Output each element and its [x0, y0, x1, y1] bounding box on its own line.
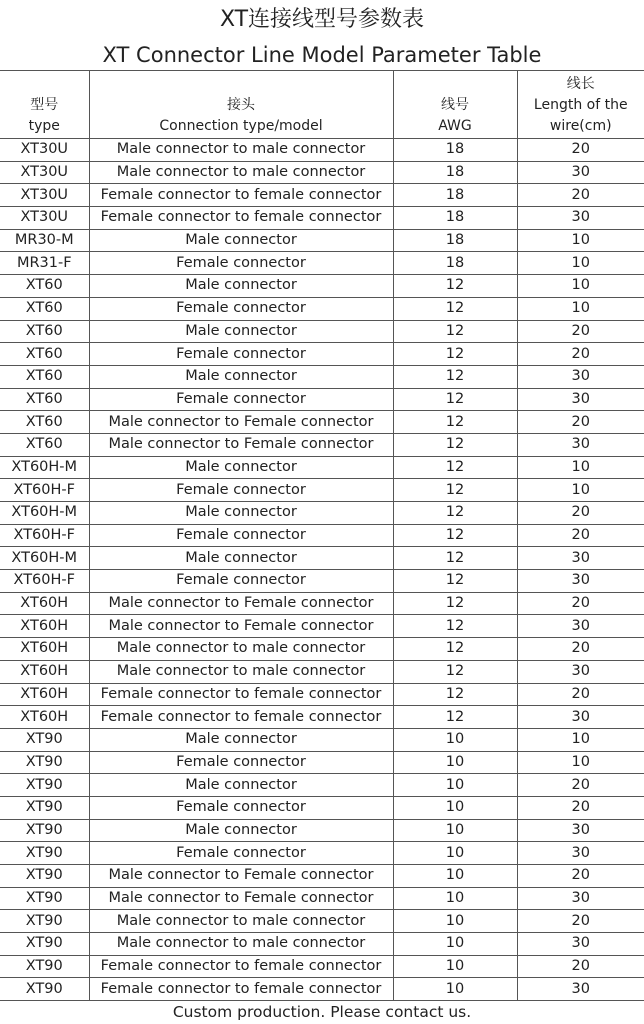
cell-type: XT30U	[0, 139, 89, 162]
cell-length: 30	[517, 161, 644, 184]
cell-awg: 12	[393, 683, 517, 706]
cell-type: XT30U	[0, 207, 89, 230]
cell-connection: Male connector to male connector	[89, 139, 393, 162]
cell-connection: Male connector	[89, 320, 393, 343]
cell-awg: 10	[393, 774, 517, 797]
table-row	[0, 365, 644, 388]
cell-type: XT60H	[0, 615, 89, 638]
cell-type: MR30-M	[0, 229, 89, 252]
table-row	[0, 433, 644, 456]
cell-length: 20	[517, 592, 644, 615]
cell-awg: 12	[393, 479, 517, 502]
cell-connection: Male connector to Female connector	[89, 592, 393, 615]
cell-connection: Male connector to male connector	[89, 660, 393, 683]
cell-awg: 12	[393, 456, 517, 479]
cell-length: 20	[517, 683, 644, 706]
cell-type: XT90	[0, 774, 89, 797]
table-row	[0, 502, 644, 525]
table-row	[0, 161, 644, 184]
cell-connection: Male connector to male connector	[89, 638, 393, 661]
parameter-table	[0, 70, 644, 1001]
cell-awg: 10	[393, 842, 517, 865]
cell-type: XT60	[0, 320, 89, 343]
cell-awg: 10	[393, 955, 517, 978]
cell-connection: Male connector to Female connector	[89, 433, 393, 456]
cell-type: XT60H	[0, 706, 89, 729]
header-awg	[393, 71, 517, 139]
table-header-row	[0, 71, 644, 139]
table-row	[0, 456, 644, 479]
table-row	[0, 229, 644, 252]
cell-length: 20	[517, 865, 644, 888]
cell-awg: 12	[393, 547, 517, 570]
cell-connection: Female connector	[89, 252, 393, 275]
cell-length: 20	[517, 343, 644, 366]
cell-awg: 18	[393, 184, 517, 207]
footer-note: Custom production. Please contact us.	[172, 1003, 472, 1021]
cell-type: XT90	[0, 865, 89, 888]
table-row	[0, 842, 644, 865]
cell-awg: 18	[393, 252, 517, 275]
header-length-en-2: wire(cm)	[549, 118, 612, 134]
cell-awg: 10	[393, 910, 517, 933]
table-row	[0, 388, 644, 411]
cell-type: XT60	[0, 433, 89, 456]
table-row	[0, 615, 644, 638]
table-row	[0, 774, 644, 797]
header-length-en-1: Length of the	[533, 97, 628, 113]
cell-awg: 10	[393, 819, 517, 842]
cell-length: 10	[517, 456, 644, 479]
cell-type: XT60	[0, 275, 89, 298]
table-row	[0, 638, 644, 661]
header-connection-en: Connection type/model	[159, 118, 323, 134]
cell-connection: Male connector	[89, 275, 393, 298]
cell-awg: 10	[393, 751, 517, 774]
table-row	[0, 570, 644, 593]
cell-length: 30	[517, 978, 644, 1001]
cell-type: XT60	[0, 411, 89, 434]
header-connection	[89, 71, 393, 139]
table-row	[0, 660, 644, 683]
cell-connection: Male connector to male connector	[89, 933, 393, 956]
cell-type: XT60H	[0, 660, 89, 683]
cell-length: 30	[517, 207, 644, 230]
cell-length: 20	[517, 411, 644, 434]
cell-length: 30	[517, 933, 644, 956]
cell-awg: 10	[393, 728, 517, 751]
table-row	[0, 547, 644, 570]
header-awg-en: AWG	[438, 118, 472, 134]
table-row	[0, 955, 644, 978]
cell-type: XT60H	[0, 592, 89, 615]
table-body	[0, 139, 644, 1001]
cell-awg: 12	[393, 320, 517, 343]
cell-awg: 12	[393, 638, 517, 661]
cell-connection: Male connector to male connector	[89, 161, 393, 184]
cell-connection: Male connector	[89, 547, 393, 570]
cell-type: XT90	[0, 796, 89, 819]
cell-awg: 18	[393, 229, 517, 252]
cell-length: 30	[517, 887, 644, 910]
cell-type: XT90	[0, 955, 89, 978]
table-row	[0, 320, 644, 343]
header-type	[0, 71, 89, 139]
table-row	[0, 819, 644, 842]
table-row	[0, 139, 644, 162]
cell-length: 30	[517, 547, 644, 570]
cell-length: 10	[517, 728, 644, 751]
cell-awg: 12	[393, 570, 517, 593]
cell-type: XT90	[0, 819, 89, 842]
cell-connection: Female connector	[89, 570, 393, 593]
cell-connection: Female connector to female connector	[89, 207, 393, 230]
cell-awg: 12	[393, 615, 517, 638]
cell-type: XT60H	[0, 683, 89, 706]
cell-type: XT60H-M	[0, 502, 89, 525]
cell-awg: 12	[393, 706, 517, 729]
cell-type: XT60	[0, 297, 89, 320]
table-row	[0, 865, 644, 888]
cell-type: MR31-F	[0, 252, 89, 275]
cell-length: 20	[517, 910, 644, 933]
cell-awg: 10	[393, 887, 517, 910]
table-row	[0, 933, 644, 956]
table-row	[0, 343, 644, 366]
cell-connection: Male connector	[89, 728, 393, 751]
page-title-english: XT Connector Line Model Parameter Table	[102, 43, 542, 67]
cell-connection: Female connector to female connector	[89, 184, 393, 207]
cell-awg: 12	[393, 365, 517, 388]
cell-length: 30	[517, 615, 644, 638]
table-row	[0, 252, 644, 275]
cell-length: 30	[517, 570, 644, 593]
cell-type: XT30U	[0, 184, 89, 207]
header-length	[517, 71, 644, 139]
cell-type: XT90	[0, 728, 89, 751]
cell-type: XT60	[0, 343, 89, 366]
cell-connection: Male connector to Female connector	[89, 865, 393, 888]
cell-length: 10	[517, 751, 644, 774]
cell-length: 20	[517, 524, 644, 547]
cell-type: XT90	[0, 887, 89, 910]
cell-length: 30	[517, 388, 644, 411]
cell-length: 20	[517, 638, 644, 661]
cell-length: 20	[517, 502, 644, 525]
cell-awg: 12	[393, 411, 517, 434]
cell-awg: 12	[393, 660, 517, 683]
cell-connection: Female connector	[89, 524, 393, 547]
cell-connection: Male connector	[89, 456, 393, 479]
table-row	[0, 524, 644, 547]
cell-connection: Female connector	[89, 479, 393, 502]
cell-type: XT60	[0, 388, 89, 411]
table-row	[0, 297, 644, 320]
table-row	[0, 728, 644, 751]
cell-awg: 12	[393, 275, 517, 298]
header-connection-cn: 接头	[227, 97, 255, 113]
cell-length: 20	[517, 796, 644, 819]
cell-awg: 12	[393, 592, 517, 615]
cell-length: 30	[517, 660, 644, 683]
cell-type: XT90	[0, 933, 89, 956]
cell-length: 30	[517, 706, 644, 729]
cell-length: 20	[517, 139, 644, 162]
cell-connection: Female connector	[89, 751, 393, 774]
cell-awg: 12	[393, 297, 517, 320]
cell-type: XT60H	[0, 638, 89, 661]
cell-awg: 10	[393, 933, 517, 956]
cell-length: 30	[517, 433, 644, 456]
cell-length: 30	[517, 365, 644, 388]
cell-connection: Female connector	[89, 796, 393, 819]
cell-connection: Male connector	[89, 365, 393, 388]
cell-awg: 12	[393, 524, 517, 547]
table-row	[0, 184, 644, 207]
header-length-cn: 线长	[566, 76, 595, 92]
table-row	[0, 706, 644, 729]
cell-type: XT90	[0, 842, 89, 865]
cell-length: 20	[517, 320, 644, 343]
cell-connection: Male connector to Female connector	[89, 887, 393, 910]
cell-length: 10	[517, 252, 644, 275]
cell-connection: Female connector	[89, 388, 393, 411]
cell-type: XT90	[0, 751, 89, 774]
cell-awg: 18	[393, 139, 517, 162]
table-row	[0, 207, 644, 230]
cell-length: 20	[517, 184, 644, 207]
table-row	[0, 887, 644, 910]
cell-type: XT60H-F	[0, 570, 89, 593]
table-row	[0, 978, 644, 1001]
cell-type: XT60	[0, 365, 89, 388]
table-row	[0, 751, 644, 774]
cell-length: 30	[517, 842, 644, 865]
table-row	[0, 592, 644, 615]
cell-length: 10	[517, 229, 644, 252]
page-title-chinese: XT连接线型号参数表	[219, 7, 425, 32]
cell-connection: Female connector to female connector	[89, 955, 393, 978]
table-row	[0, 910, 644, 933]
cell-connection: Female connector to female connector	[89, 683, 393, 706]
cell-awg: 12	[393, 433, 517, 456]
cell-type: XT60H-F	[0, 524, 89, 547]
cell-connection: Male connector	[89, 229, 393, 252]
cell-type: XT90	[0, 910, 89, 933]
cell-connection: Male connector	[89, 774, 393, 797]
cell-length: 20	[517, 955, 644, 978]
table-row	[0, 275, 644, 298]
cell-type: XT60H-M	[0, 456, 89, 479]
cell-awg: 12	[393, 343, 517, 366]
cell-awg: 12	[393, 502, 517, 525]
cell-length: 10	[517, 479, 644, 502]
cell-connection: Male connector	[89, 819, 393, 842]
cell-connection: Male connector to male connector	[89, 910, 393, 933]
cell-awg: 18	[393, 207, 517, 230]
cell-length: 10	[517, 275, 644, 298]
cell-awg: 10	[393, 796, 517, 819]
cell-connection: Female connector	[89, 842, 393, 865]
cell-connection: Female connector to female connector	[89, 706, 393, 729]
cell-awg: 10	[393, 978, 517, 1001]
table-row	[0, 683, 644, 706]
header-awg-cn: 线号	[441, 97, 469, 113]
cell-connection: Female connector	[89, 297, 393, 320]
table-row	[0, 411, 644, 434]
cell-connection: Female connector to female connector	[89, 978, 393, 1001]
table-row	[0, 479, 644, 502]
header-type-en: type	[28, 118, 60, 134]
cell-type: XT60H-M	[0, 547, 89, 570]
cell-length: 20	[517, 774, 644, 797]
cell-type: XT30U	[0, 161, 89, 184]
cell-length: 30	[517, 819, 644, 842]
cell-awg: 10	[393, 865, 517, 888]
table-row	[0, 796, 644, 819]
cell-type: XT90	[0, 978, 89, 1001]
cell-connection: Male connector to Female connector	[89, 615, 393, 638]
cell-length: 10	[517, 297, 644, 320]
cell-type: XT60H-F	[0, 479, 89, 502]
cell-awg: 18	[393, 161, 517, 184]
cell-connection: Male connector to Female connector	[89, 411, 393, 434]
cell-connection: Female connector	[89, 343, 393, 366]
cell-connection: Male connector	[89, 502, 393, 525]
cell-awg: 12	[393, 388, 517, 411]
header-type-cn: 型号	[30, 97, 59, 113]
